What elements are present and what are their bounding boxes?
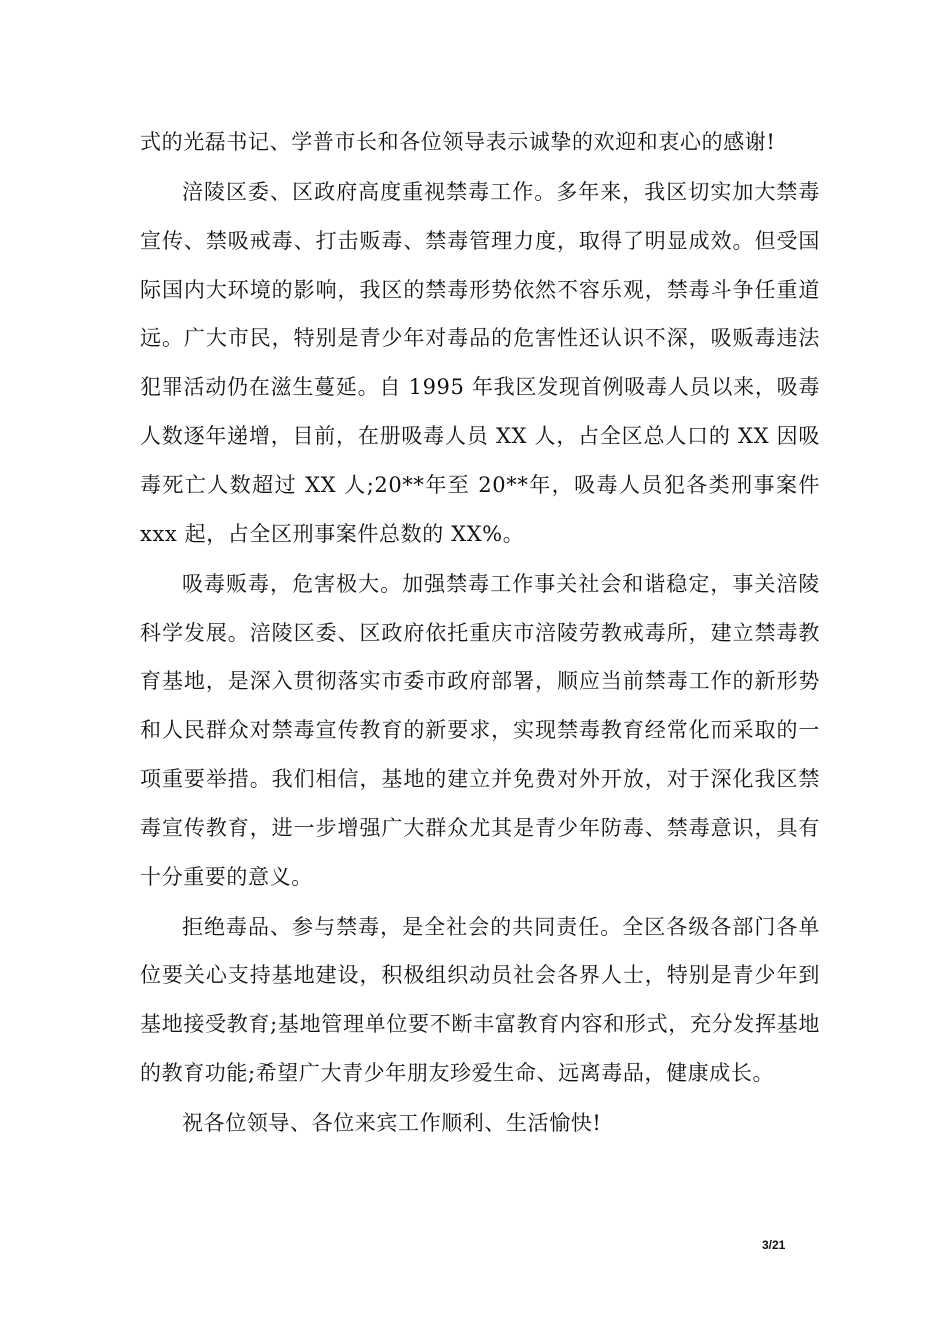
paragraph-continuation: 式的光磊书记、学普市长和各位领导表示诚挚的欢迎和衷心的感谢!: [140, 130, 776, 154]
paragraph-social-responsibility: 拒绝毒品、参与禁毒，是全社会的共同责任。全区各级各部门各单位要关心支持基地建设，积极组织动员社会各界人士，特别是青少年到基地接受教育;基地管理单位要不断丰富教育内容和形式，充分发挥基地的教育功能;希望广大青少年朋友珍爱生命、远离毒品，健康成长。: [140, 914, 820, 1086]
paragraph-closing-wishes: 祝各位领导、各位来宾工作顺利、生活愉快!: [182, 1111, 602, 1136]
paragraph-education-base: 吸毒贩毒，危害极大。加强禁毒工作事关社会和谐稳定，事关涪陵科学发展。涪陵区委、区政府依托重庆市涪陵劳教戒毒所，建立禁毒教育基地，是深入贯彻落实市委市政府部署，顺应当前禁毒工作的新形势和人民群众对禁毒宣传教育的新要求，实现禁毒教育经常化而采取的一项重要举措。我们相信，基地的建立并免费对外开放，对于深化我区禁毒宣传教育，进一步增强广大群众尤其是青少年防毒、禁毒意识，具有十分重要的意义。: [140, 571, 820, 889]
paragraph-drug-situation: 涪陵区委、区政府高度重视禁毒工作。多年来，我区切实加大禁毒宣传、禁吸戒毒、打击贩毒、禁毒管理力度，取得了明显成效。但受国际国内大环境的影响，我区的禁毒形势依然不容乐观，禁毒斗争任重道远。广大市民，特别是青少年对毒品的危害性还认识不深，吸贩毒违法犯罪活动仍在滋生蔓延。自 1995 年我区发现首例吸毒人员以来，吸毒人数逐年递增，目前，在册吸毒人员 XX 人，占全区总人口的 XX 因吸毒死亡人数超过 XX 人;20**年至 20**年，吸毒人员犯各类刑事案件 xxx 起，占全区刑事案件总数的 XX%。: [140, 180, 820, 546]
document-body: [140, 118, 820, 1149]
page-number: 3/21: [762, 1238, 786, 1252]
